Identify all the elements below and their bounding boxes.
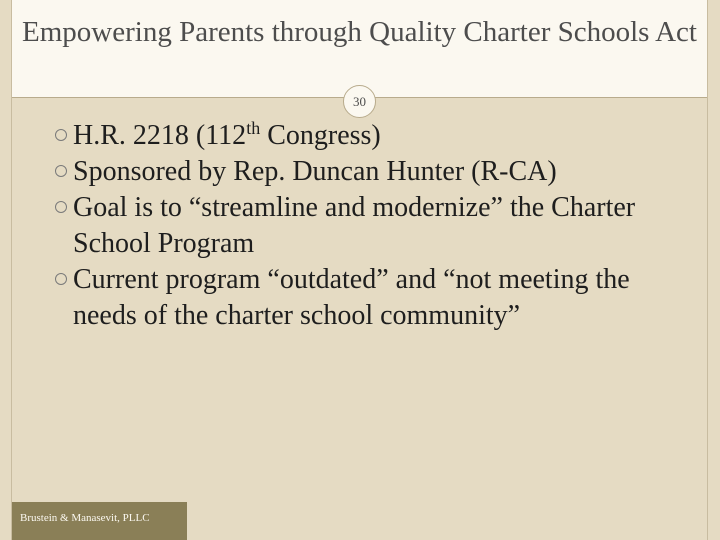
bullet-item: H.R. 2218 (112th Congress) — [27, 118, 697, 154]
circle-bullet-icon — [55, 129, 67, 141]
circle-bullet-icon — [55, 273, 67, 285]
page-number: 30 — [343, 85, 376, 118]
bullet-item: Goal is to “streamline and modernize” the Charter School Program — [27, 190, 697, 262]
bullet-item: Current program “outdated” and “not meeting the needs of the charter school community” — [27, 262, 697, 334]
slide-title: Empowering Parents through Quality Charter Schools Act — [22, 16, 697, 48]
bullet-list — [27, 118, 697, 334]
footer-text: Brustein & Manasevit, PLLC — [20, 512, 150, 524]
circle-bullet-icon — [55, 201, 67, 213]
title-area — [12, 0, 707, 98]
bullet-item: Sponsored by Rep. Duncan Hunter (R-CA) — [27, 154, 697, 190]
circle-bullet-icon — [55, 165, 67, 177]
